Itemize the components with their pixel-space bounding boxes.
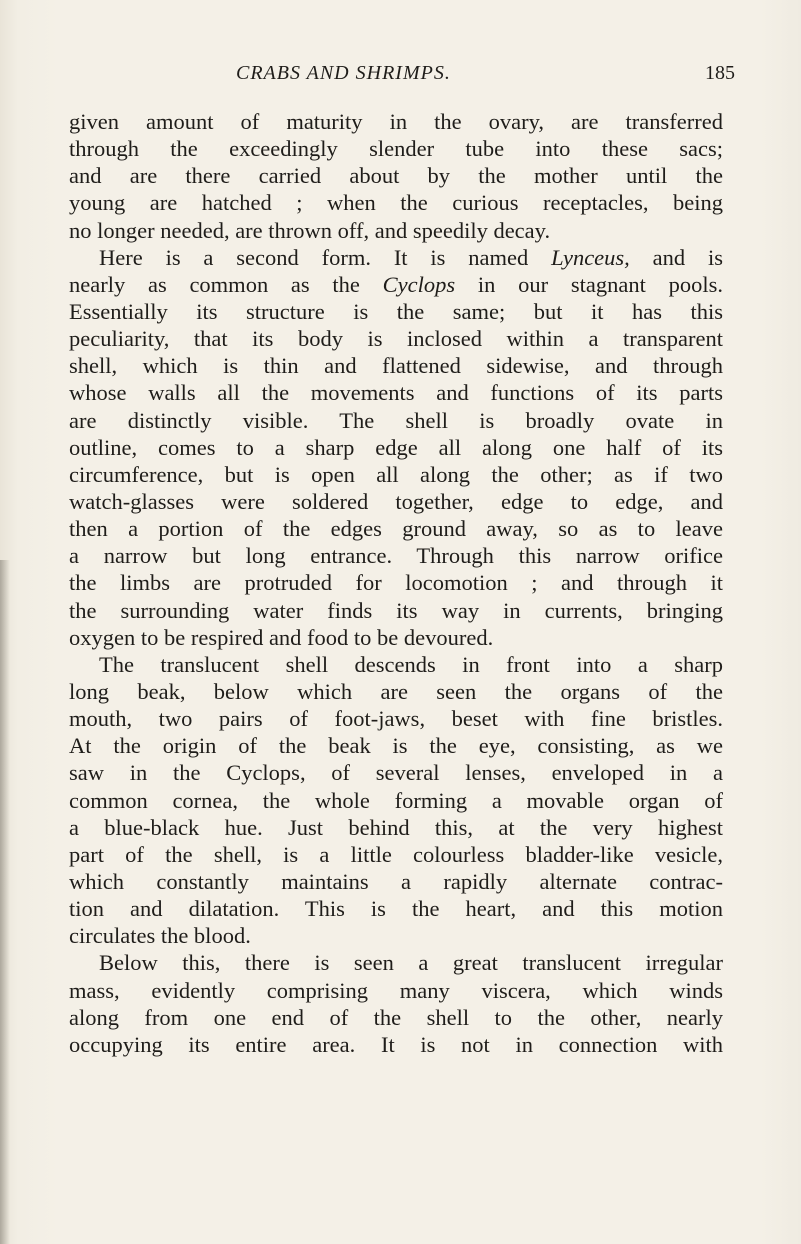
genus-name-lynceus: Lynceus, — [551, 244, 630, 270]
text-line: then a portion of the edges ground away, so as to leave — [69, 516, 723, 542]
text-segment: in our stagnant pools. — [455, 271, 723, 297]
text-line: mouth, two pairs of foot-jaws, beset with fine bristles. — [69, 706, 723, 732]
text-line: and are there carried about by the mother until the — [69, 163, 723, 189]
text-line: along from one end of the shell to the other, nearly — [69, 1004, 723, 1030]
text-line: common cornea, the whole forming a movable organ of — [69, 787, 723, 813]
text-line: young are hatched ; when the curious receptacles, being — [69, 190, 723, 216]
genus-name-cyclops: Cyclops — [382, 271, 456, 297]
body-text — [69, 108, 723, 1058]
text-segment: nearly as common as the — [69, 271, 383, 297]
text-line: through the exceedingly slender tube into these sacs; — [69, 136, 723, 162]
text-line: part of the shell, is a little colourless bladder-like vesicle, — [69, 841, 723, 867]
text-line: oxygen to be respired and food to be devoured. — [69, 624, 494, 650]
text-line: the limbs are protruded for locomotion ; and through it — [69, 570, 723, 596]
text-line: the surrounding water finds its way in currents, bringing — [69, 597, 723, 623]
text-line: watch-glasses were soldered together, edge to edge, and — [69, 488, 723, 514]
text-line: The translucent shell descends in front into a sharp — [99, 651, 723, 677]
text-segment: Here is a second form. It is named — [99, 244, 552, 270]
page-number: 185 — [705, 62, 735, 84]
text-line: At the origin of the beak is the eye, consisting, as we — [69, 733, 723, 759]
text-line: Essentially its structure is the same; but it has this — [69, 298, 723, 324]
text-line: given amount of maturity in the ovary, are transferred — [69, 109, 723, 134]
text-line: a blue-black hue. Just behind this, at the very highest — [69, 814, 723, 840]
text-line: circulates the blood. — [69, 923, 251, 949]
text-line: circumference, but is open all along the other; as if two — [69, 461, 723, 487]
text-line: Below this, there is seen a great translucent irregular — [99, 950, 723, 976]
text-line: outline, comes to a sharp edge all along one half of its — [69, 434, 723, 460]
text-line: a narrow but long entrance. Through this narrow orifice — [69, 543, 723, 569]
text-line: no longer needed, are thrown off, and speedily decay. — [69, 217, 551, 243]
text-line: tion and dilatation. This is the heart, and this motion — [69, 896, 723, 922]
running-head — [0, 58, 801, 88]
text-line: saw in the Cyclops, of several lenses, enveloped in a — [69, 760, 723, 786]
text-line — [69, 244, 723, 271]
text-line: which constantly maintains a rapidly alternate contrac- — [69, 868, 723, 894]
binding-shadow — [0, 560, 10, 1244]
text-line: are distinctly visible. The shell is broadly ovate in — [69, 407, 723, 433]
text-segment: and is — [629, 244, 723, 270]
text-line: whose walls all the movements and functions of its parts — [69, 380, 723, 406]
text-line: occupying its entire area. It is not in connection with — [69, 1031, 723, 1057]
text-line — [69, 271, 723, 298]
text-line: long beak, below which are seen the organs of the — [69, 678, 723, 704]
text-line: mass, evidently comprising many viscera, which winds — [69, 977, 723, 1003]
running-head-title: CRABS AND SHRIMPS. — [236, 62, 451, 84]
text-line: shell, which is thin and flattened sidewise, and through — [69, 353, 723, 379]
text-line: peculiarity, that its body is inclosed within a transparent — [69, 326, 723, 352]
